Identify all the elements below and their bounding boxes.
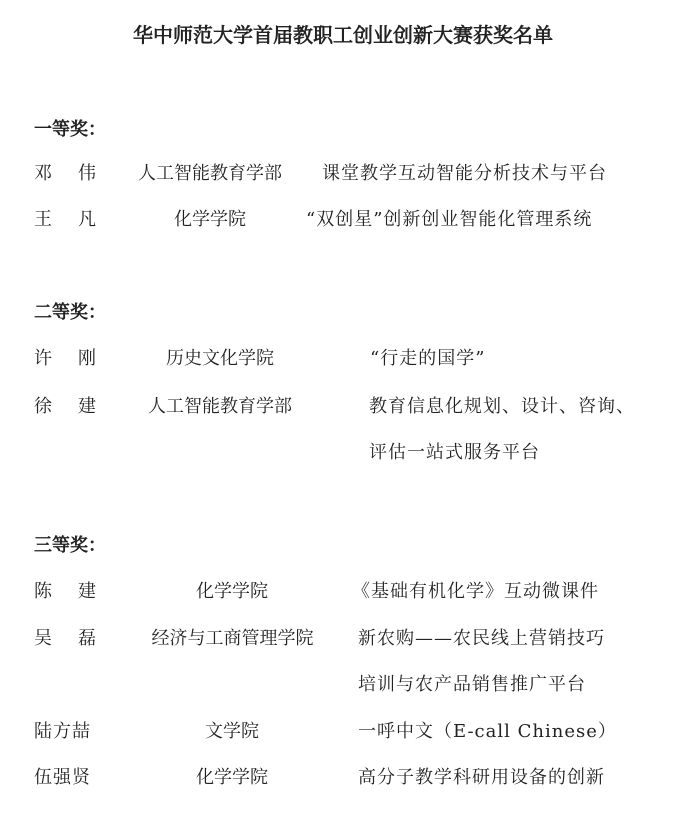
winner-project: 高分子教学科研用设备的创新	[358, 767, 605, 788]
winner-name: 邓伟	[34, 163, 122, 184]
section-heading-first-prize: 一等奖：	[34, 119, 106, 140]
winner-unit: 化学学院	[174, 209, 246, 230]
section-heading-third-prize: 三等奖：	[34, 535, 106, 556]
winner-unit: 历史文化学院	[166, 348, 274, 369]
winner-name: 王凡	[34, 209, 122, 230]
winner-name: 陆方喆	[34, 721, 91, 742]
section-heading-second-prize: 二等奖：	[34, 302, 106, 323]
winner-unit: 经济与工商管理学院	[151, 628, 314, 649]
winner-name: 吴磊	[34, 628, 122, 649]
winner-name: 徐建	[34, 396, 122, 417]
document-title: 华中师范大学首届教职工创业创新大赛获奖名单	[133, 23, 553, 47]
winner-unit: 人工智能教育学部	[138, 163, 282, 184]
winner-project-line-2: 评估一站式服务平台	[369, 442, 540, 463]
winner-project: 教育信息化规划、设计、咨询、	[369, 396, 635, 417]
winner-project: 新农购——农民线上营销技巧	[358, 628, 605, 649]
winner-project: 课堂教学互动智能分析技术与平台	[322, 163, 607, 184]
winner-name: 陈建	[34, 581, 122, 602]
winner-name: 伍强贤	[34, 767, 91, 788]
winner-project-line-2: 培训与农产品销售推广平台	[358, 674, 586, 695]
winner-unit: 化学学院	[196, 767, 268, 788]
winner-unit: 人工智能教育学部	[148, 396, 292, 417]
winner-unit: 化学学院	[196, 581, 268, 602]
winner-project: 《基础有机化学》互动微课件	[352, 581, 599, 602]
winner-project: 一呼中文（E-call Chinese）	[358, 721, 617, 742]
winner-name: 许刚	[34, 348, 122, 369]
winner-project: “双创星”创新创业智能化管理系统	[306, 209, 593, 230]
winner-project: “行走的国学”	[370, 348, 486, 369]
winner-unit: 文学院	[205, 721, 259, 742]
